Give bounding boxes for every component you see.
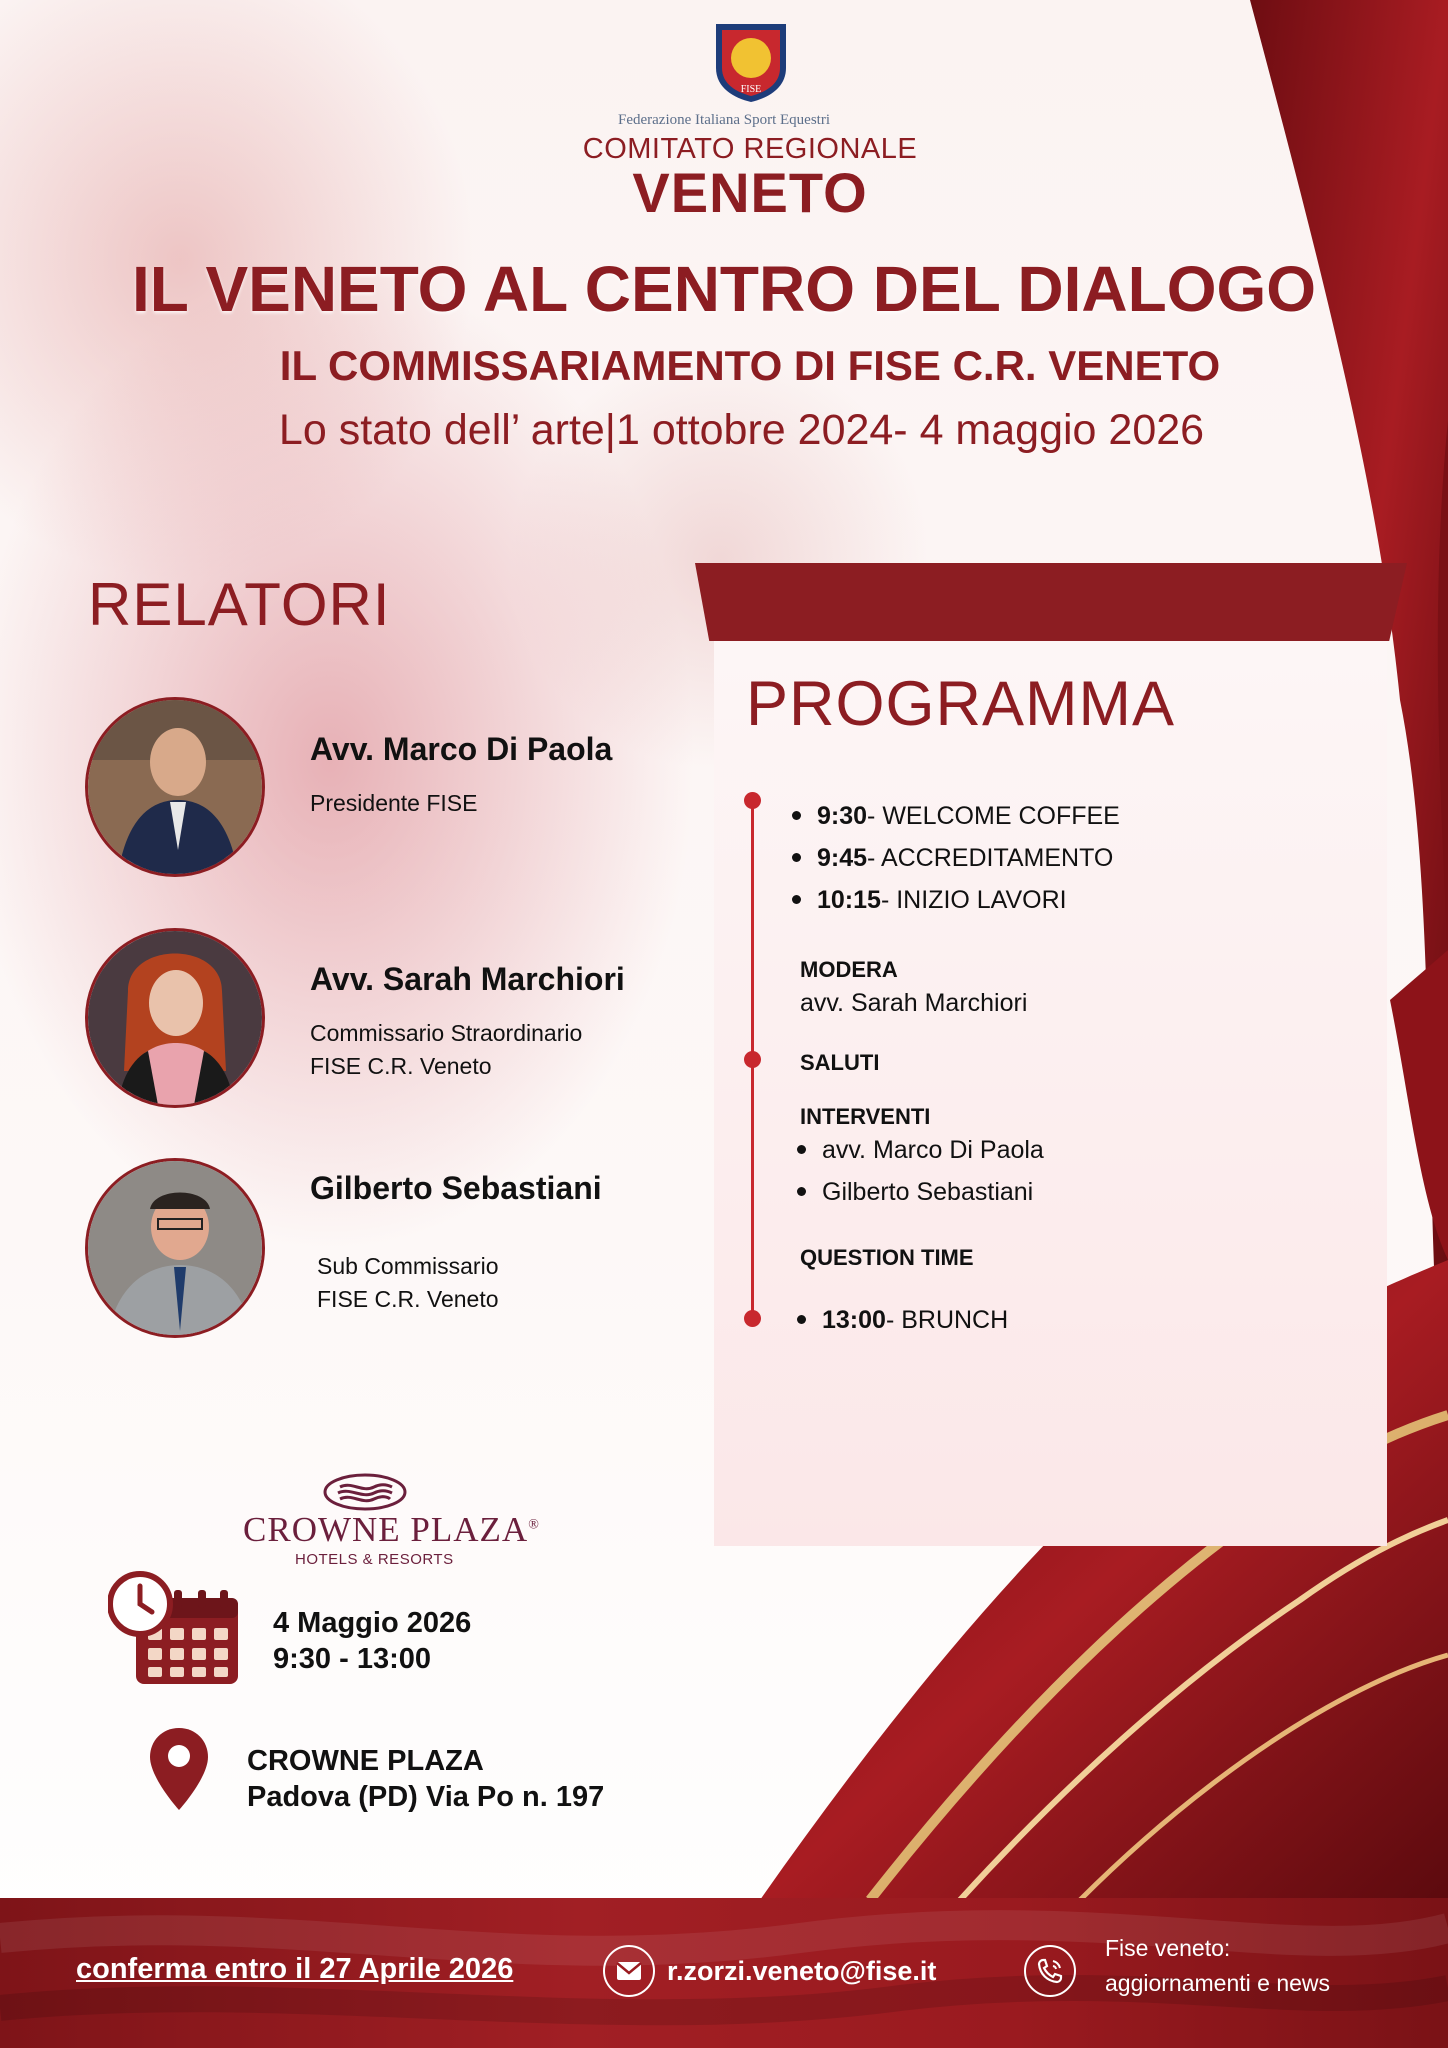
schedule-time: 13:00	[822, 1306, 886, 1334]
program-header-band	[695, 563, 1407, 641]
question-time-label: QUESTION TIME	[800, 1245, 974, 1270]
event-hours: 9:30 - 13:00	[273, 1643, 431, 1675]
speaker-photo	[88, 931, 262, 1105]
interventi-label: INTERVENTI	[800, 1104, 931, 1129]
schedule-item	[792, 886, 1067, 915]
modera-value: avv. Sarah Marchiori	[800, 989, 1028, 1017]
speaker-name: Avv. Sarah Marchiori	[310, 961, 625, 997]
relatori-heading: RELATORI	[88, 571, 391, 638]
saluti-label: SALUTI	[800, 1050, 880, 1075]
federation-name: Federazione Italiana Sport Equestri	[617, 112, 830, 128]
schedule-time: 10:15	[817, 886, 881, 914]
speaker-role: FISE C.R. Veneto	[317, 1286, 499, 1312]
venue-name: CROWNE PLAZA	[247, 1745, 484, 1777]
speaker-photo	[88, 700, 262, 874]
avatar	[85, 697, 265, 877]
fise-logo-text: FISE	[740, 84, 762, 95]
email-link[interactable]: r.zorzi.veneto@fise.it	[667, 1956, 937, 1986]
timeline-dot	[744, 792, 761, 809]
crowne-plaza-wordmark: CROWNE PLAZA®	[243, 1510, 540, 1549]
program-heading: PROGRAMMA	[746, 669, 1176, 739]
phone-icon	[1024, 1945, 1076, 1997]
crowne-plaza-logo-icon	[322, 1472, 408, 1512]
speaker-role: Presidente FISE	[310, 790, 478, 816]
envelope-icon	[603, 1945, 655, 1997]
schedule-label: - WELCOME COFFEE	[867, 802, 1120, 830]
venue-address: Padova (PD) Via Po n. 197	[247, 1781, 605, 1813]
timeline-dot	[744, 1310, 761, 1327]
speaker-role: FISE C.R. Veneto	[310, 1053, 492, 1079]
event-date: 4 Maggio 2026	[273, 1607, 472, 1639]
program-panel	[714, 641, 1387, 1546]
schedule-item	[797, 1306, 1008, 1335]
schedule-item	[792, 844, 1113, 873]
avatar	[85, 928, 265, 1108]
speaker-name: Gilberto Sebastiani	[310, 1170, 602, 1206]
news-line-1: Fise veneto:	[1105, 1935, 1231, 1961]
schedule-label: - ACCREDITAMENTO	[867, 844, 1114, 872]
speaker-role: Commissario Straordinario	[310, 1020, 583, 1046]
schedule-label: - BRUNCH	[885, 1306, 1009, 1334]
date-range: Lo stato dell’ arte|1 ottobre 2024- 4 maggio 2026	[278, 406, 1205, 454]
calendar-clock-icon	[108, 1570, 244, 1688]
news-line-2: aggiornamenti e news	[1105, 1970, 1331, 1996]
speaker-photo	[88, 1161, 262, 1335]
schedule-time: 9:30	[817, 802, 868, 830]
page-subtitle: IL COMMISSARIAMENTO DI FISE C.R. VENETO	[279, 342, 1221, 389]
modera-label: MODERA	[800, 957, 898, 982]
page-title: IL VENETO AL CENTRO DEL DIALOGO	[131, 253, 1317, 325]
intervento-item: Gilberto Sebastiani	[797, 1178, 1033, 1207]
fise-logo-icon	[708, 18, 794, 104]
timeline-dot	[744, 1051, 761, 1068]
region-label: VENETO	[632, 161, 868, 224]
intervento-item: avv. Marco Di Paola	[797, 1136, 1044, 1165]
committee-label: COMITATO REGIONALE	[582, 133, 918, 165]
crowne-plaza-subtitle: HOTELS & RESORTS	[295, 1551, 454, 1568]
speaker-name: Avv. Marco Di Paola	[310, 731, 613, 767]
footer-bar	[0, 1898, 1448, 2048]
schedule-item	[792, 802, 1120, 831]
location-pin-icon	[148, 1726, 210, 1812]
schedule-time: 9:45	[817, 844, 868, 872]
speaker-role: Sub Commissario	[317, 1253, 499, 1279]
schedule-label: - INIZIO LAVORI	[880, 886, 1067, 914]
avatar	[85, 1158, 265, 1338]
confirm-link[interactable]: conferma entro il 27 Aprile 2026	[76, 1953, 514, 1985]
